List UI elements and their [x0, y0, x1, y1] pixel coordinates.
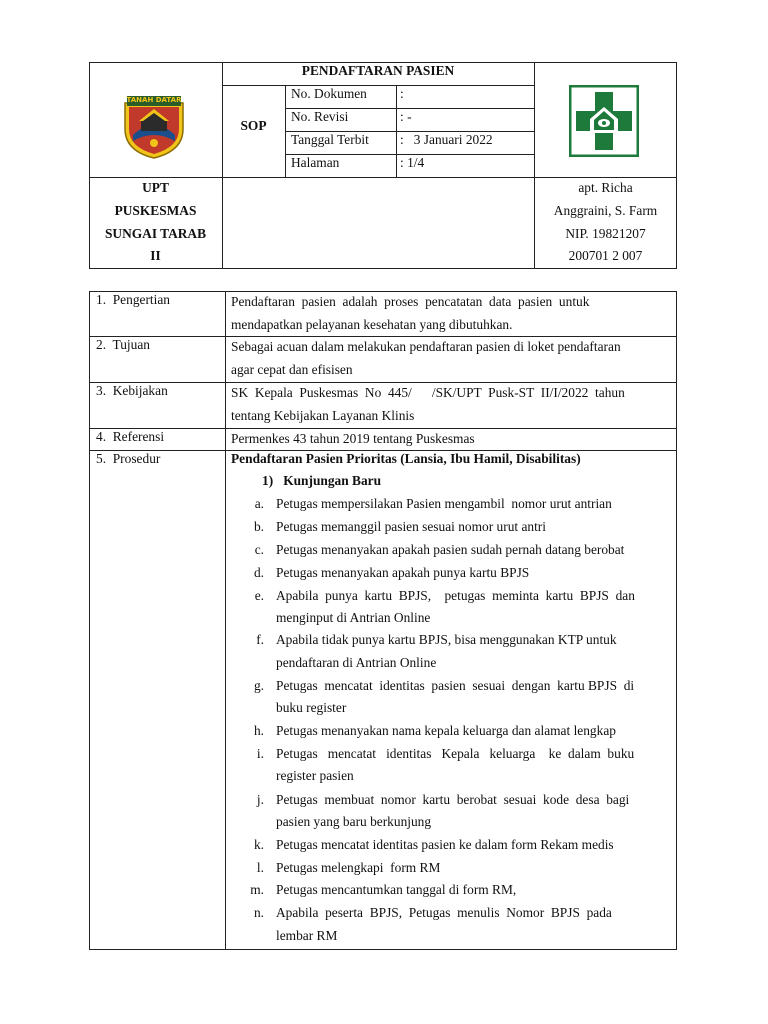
step-number: h. — [253, 723, 264, 738]
section-label-kebijakan: 3. Kebijakan — [96, 383, 168, 398]
step-text: lembar RM — [276, 928, 338, 943]
step-text: Petugas memanggil pasien sesuai nomor urut antri — [276, 519, 546, 534]
field-value-halaman: : 1/4 — [400, 155, 425, 170]
field-label-halaman: Halaman — [291, 155, 340, 170]
org-line-2: PUSKESMAS — [114, 202, 197, 218]
step-text: Petugas menanyakan apakah punya kartu BPJS — [276, 565, 530, 580]
step-text: Apabila punya kartu BPJS, petugas meminta kartu BPJS dan — [276, 588, 635, 603]
step-number: j. — [256, 792, 264, 807]
document-title: PENDAFTARAN PASIEN — [301, 63, 455, 78]
section-label-tujuan: 2. Tujuan — [96, 337, 150, 352]
step-number: d. — [253, 565, 264, 580]
step-number: l. — [256, 860, 264, 875]
field-value-no-dokumen: : — [400, 86, 404, 101]
step-text: register pasien — [276, 768, 354, 783]
step-text: Petugas menanyakan nama kepala keluarga dan alamat lengkap — [276, 723, 616, 738]
step-number: g. — [253, 678, 264, 693]
org-line-4: II — [150, 248, 161, 264]
step-number: c. — [254, 542, 264, 557]
step-text: Petugas mencatat identitas pasien sesuai dengan kartu BPJS di — [276, 678, 635, 693]
step-text: buku register — [276, 700, 347, 715]
step-text: Petugas mencantumkan tanggal di form RM, — [276, 882, 517, 897]
step-text: Apabila peserta BPJS, Petugas menulis Nomor BPJS pada — [276, 905, 612, 920]
sop-label: SOP — [240, 118, 267, 133]
step-number: k. — [253, 837, 264, 852]
prosedur-subheading: 1) Kunjungan Baru — [262, 473, 382, 488]
step-number: b. — [253, 519, 264, 534]
step-text: Petugas mencatat identitas pasien ke dalam form Rekam medis — [276, 837, 614, 852]
signer-line-4: 200701 2 007 — [568, 248, 643, 264]
text-line: Pendaftaran pasien adalah proses pencatatan data pasien untuk — [231, 294, 590, 309]
section-label-pengertian: 1. Pengertian — [96, 292, 171, 307]
text-line: agar cepat dan efisisen — [231, 361, 353, 377]
field-label-tanggal-terbit: Tanggal Terbit — [291, 132, 369, 147]
step-number: m. — [250, 882, 264, 897]
text-line: tentang Kebijakan Layanan Klinis — [231, 407, 415, 423]
step-text: Petugas mempersilakan Pasien mengambil nomor urut antrian — [276, 496, 612, 511]
field-label-no-revisi: No. Revisi — [291, 109, 349, 124]
org-line-1: UPT — [142, 180, 169, 195]
step-text: menginput di Antrian Online — [276, 610, 431, 625]
step-number: f. — [256, 632, 264, 647]
section-label-prosedur: 5. Prosedur — [96, 451, 161, 466]
step-text: Apabila tidak punya kartu BPJS, bisa menggunakan KTP untuk — [276, 632, 617, 647]
field-value-tanggal-terbit: : 3 Januari 2022 — [400, 132, 493, 147]
step-text: Petugas mencatat identitas Kepala keluarga ke dalam buku — [276, 746, 635, 761]
org-line-3: SUNGAI TARAB — [104, 225, 207, 241]
text-line: Sebagai acuan dalam melakukan pendaftaran pasien di loket pendaftaran — [231, 339, 621, 354]
signer-line-1: apt. Richa — [578, 180, 633, 195]
field-value-no-revisi: : - — [400, 109, 412, 124]
step-number: e. — [254, 588, 264, 603]
text-line: mendapatkan pelayanan kesehatan yang dibutuhkan. — [231, 316, 513, 332]
signer-line-2: Anggraini, S. Farm — [553, 202, 658, 218]
step-number: n. — [253, 905, 264, 920]
prosedur-heading: Pendaftaran Pasien Prioritas (Lansia, Ibu Hamil, Disabilitas) — [231, 451, 581, 466]
step-text: Petugas menanyakan apakah pasien sudah pernah datang berobat — [276, 542, 625, 557]
section-label-referensi: 4. Referensi — [96, 429, 165, 444]
step-text: pasien yang baru berkunjung — [276, 814, 432, 829]
step-text: Petugas melengkapi form RM — [276, 860, 441, 875]
logo-caption: TANAH DATAR — [126, 96, 182, 104]
step-text: Petugas membuat nomor kartu berobat sesuai kode desa bagi — [276, 792, 630, 807]
step-text: pendaftaran di Antrian Online — [276, 655, 437, 670]
signer-line-3: NIP. 19821207 — [565, 225, 646, 241]
field-label-no-dokumen: No. Dokumen — [291, 86, 367, 101]
text-line: SK Kepala Puskesmas No 445/ /SK/UPT Pusk-ST II/I/2022 tahun — [231, 385, 625, 400]
step-number: i. — [256, 746, 264, 761]
step-number: a. — [254, 496, 264, 511]
text-line: Permenkes 43 tahun 2019 tentang Puskesmas — [231, 431, 475, 446]
